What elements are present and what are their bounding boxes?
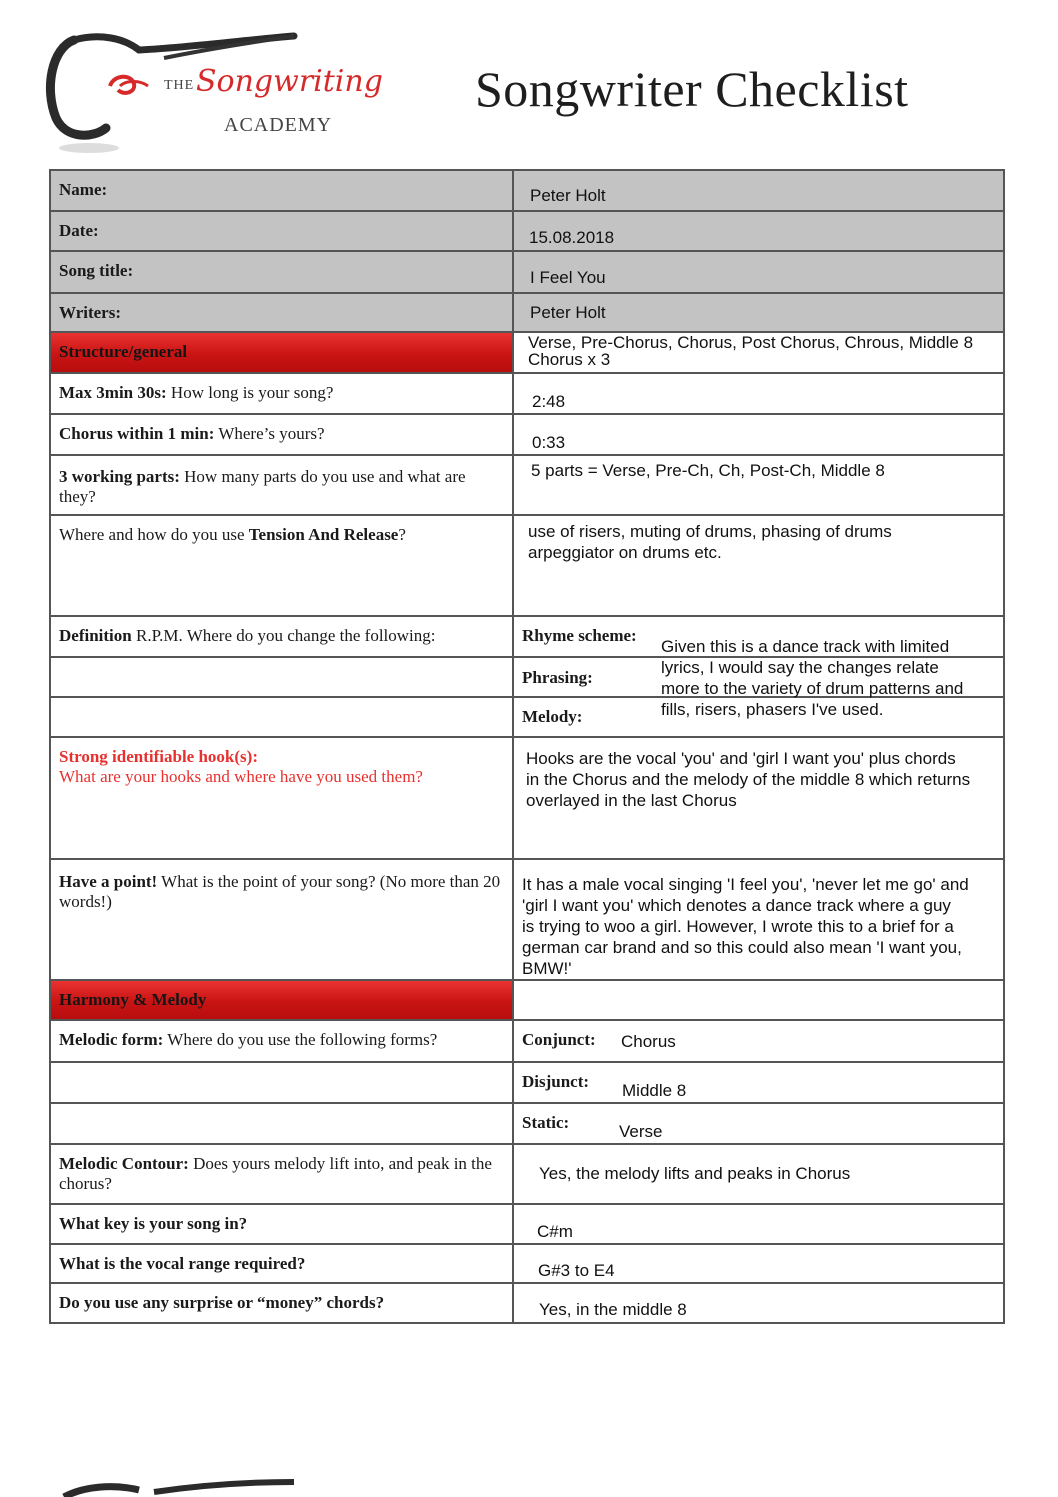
chorus-time-label: Chorus within 1 min:: [59, 424, 215, 443]
surprise-value: Yes, in the middle 8: [539, 1300, 687, 1319]
harmony-label: Harmony & Melody: [59, 990, 207, 1009]
parts-row: [50, 455, 1004, 515]
structure-label: Structure/general: [59, 342, 188, 361]
song-title-value: I Feel You: [530, 268, 606, 287]
logo-songwriting-text: Songwriting: [196, 64, 383, 99]
contour-value: Yes, the melody lifts and peaks in Chorus: [539, 1164, 851, 1183]
structure-value-line1: Verse, Pre-Chorus, Chorus, Post Chorus, Chrous, Middle 8: [528, 333, 974, 352]
rpm-answer-line1: Given this is a dance track with limited: [661, 637, 950, 656]
static-row: [50, 1103, 1004, 1144]
chorus-time-question: Where’s yours?: [214, 424, 325, 443]
chorus-time-row: [50, 414, 1004, 455]
point-answer-line2: 'girl I want you' which denotes a dance track where a guy: [522, 896, 951, 915]
footer-logo-fragment: [44, 1478, 304, 1497]
hooks-answer-line1: Hooks are the vocal 'you' and 'girl I want you' plus chords: [526, 749, 956, 768]
rpm-answer-line4: fills, risers, phasers I've used.: [661, 700, 884, 719]
disjunct-label: Disjunct:: [522, 1072, 590, 1091]
hooks-label: Strong identifiable hook(s):: [59, 747, 258, 766]
hooks-row: [50, 737, 1004, 859]
hooks-answer-line2: in the Chorus and the melody of the middle 8 which returns: [526, 770, 971, 789]
range-value: G#3 to E4: [538, 1261, 615, 1280]
key-label: What key is your song in?: [59, 1214, 248, 1233]
length-question: How long is your song?: [166, 383, 334, 402]
logo-academy-text: ACADEMY: [224, 114, 333, 136]
tension-value-line1: use of risers, muting of drums, phasing of drums: [528, 522, 892, 541]
range-label: What is the vocal range required?: [59, 1254, 306, 1273]
parts-question: How many parts do you use and what are they?: [59, 467, 466, 506]
conjunct-label: Conjunct:: [522, 1030, 596, 1049]
parts-label: 3 working parts:: [59, 467, 180, 486]
logo-the-text: THE: [164, 78, 195, 93]
writers-label: Writers:: [59, 303, 121, 322]
chorus-time-value: 0:33: [532, 433, 566, 452]
static-label: Static:: [522, 1113, 570, 1132]
rpm-phrasing-row: [50, 657, 1004, 697]
key-value: C#m: [537, 1222, 573, 1241]
songwriting-academy-logo: [44, 28, 383, 158]
tension-row: [50, 515, 1004, 616]
tension-suffix: ?: [398, 525, 406, 544]
rpm-melody-row: [50, 697, 1004, 737]
phrasing-label: Phrasing:: [522, 668, 593, 687]
contour-label: Melodic Contour:: [59, 1154, 189, 1173]
date-value: 15.08.2018: [529, 228, 615, 247]
name-row: [50, 170, 1004, 211]
range-row: [50, 1244, 1004, 1283]
song-title-row: [50, 251, 1004, 293]
melody-label: Melody:: [522, 707, 583, 726]
point-answer-line4: german car brand and so this could also mean 'I want you,: [522, 938, 962, 957]
harmony-row: [50, 980, 1004, 1020]
length-row: [50, 373, 1004, 414]
writers-row: [50, 293, 1004, 332]
checklist-table: [49, 169, 1005, 1324]
rpm-rhyme-row: [50, 616, 1004, 657]
guitar-logo-icon: [44, 1478, 304, 1497]
point-answer-line5: BMW!': [522, 959, 572, 978]
conjunct-row: [50, 1020, 1004, 1062]
rpm-answer-line3: more to the variety of drum patterns and: [661, 679, 964, 698]
point-question: What is the point of your song? (No more than 20 words!): [59, 872, 501, 911]
rpm-label: Definition: [59, 626, 132, 645]
song-title-label: Song title:: [59, 261, 134, 280]
point-answer-line3: is trying to woo a girl. However, I wrote this to a brief for a: [522, 917, 954, 936]
tension-bold: Tension And Release: [248, 525, 399, 544]
parts-value: 5 parts = Verse, Pre-Ch, Ch, Post-Ch, Middle 8: [531, 461, 885, 480]
length-value: 2:48: [532, 392, 566, 411]
rpm-answer-line2: lyrics, I would say the changes relate: [661, 658, 939, 677]
writers-value: Peter Holt: [530, 303, 606, 322]
melodic-form-question: Where do you use the following forms?: [163, 1030, 438, 1049]
conjunct-value: Chorus: [621, 1032, 676, 1051]
melodic-form-label: Melodic form:: [59, 1030, 164, 1049]
date-label: Date:: [59, 221, 99, 240]
rpm-question: R.P.M. Where do you change the following:: [131, 626, 436, 645]
structure-row: [50, 332, 1004, 373]
page-title: Songwriter Checklist: [475, 61, 909, 117]
name-value: Peter Holt: [530, 186, 606, 205]
point-answer-line1: It has a male vocal singing 'I feel you', 'never let me go' and: [522, 875, 969, 894]
hooks-answer-line3: overlayed in the last Chorus: [526, 791, 737, 810]
rhyme-scheme-label: Rhyme scheme:: [522, 626, 637, 645]
tension-prefix: Where and how do you use: [59, 525, 249, 544]
length-label: Max 3min 30s:: [59, 383, 167, 402]
surprise-label: Do you use any surprise or “money” chords?: [59, 1293, 385, 1312]
contour-question: Does yours melody lift into, and peak in the chorus?: [59, 1154, 492, 1193]
key-row: [50, 1204, 1004, 1244]
point-label: Have a point!: [59, 872, 158, 891]
tension-value-line2: arpeggiator on drums etc.: [528, 543, 722, 562]
static-value: Verse: [619, 1122, 663, 1141]
disjunct-value: Middle 8: [622, 1081, 687, 1100]
name-label: Name:: [59, 180, 108, 199]
structure-value-line2: Chorus x 3: [528, 350, 611, 369]
point-row: [50, 859, 1004, 980]
hooks-question: What are your hooks and where have you used them?: [59, 767, 423, 786]
disjunct-row: [50, 1062, 1004, 1103]
surprise-row: [50, 1283, 1004, 1323]
date-row: [50, 211, 1004, 251]
contour-row: [50, 1144, 1004, 1204]
page-header: [0, 0, 1058, 165]
